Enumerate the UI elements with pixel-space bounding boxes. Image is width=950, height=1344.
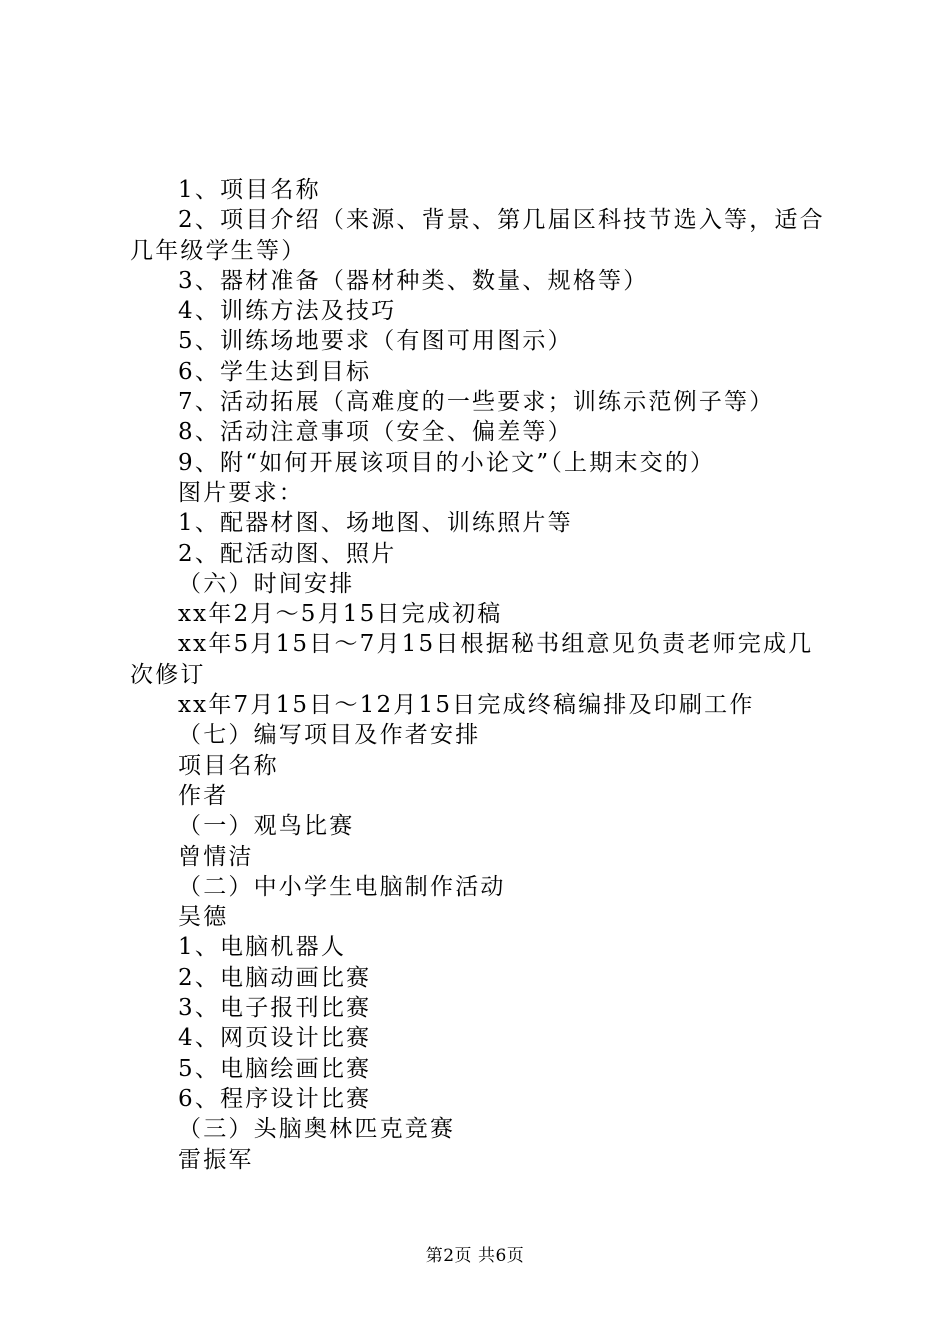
label-project-name: 项目名称 [178, 752, 279, 779]
project-bird-watching: （一）观鸟比赛 [178, 813, 355, 840]
line-image-requirement-2: 2、配活动图、照片 [178, 540, 397, 567]
line-precautions: 8、活动注意事项（安全、偏差等） [178, 419, 573, 446]
line-image-requirements-heading: 图片要求： [178, 479, 304, 506]
sub-item-painting: 5、电脑绘画比赛 [178, 1055, 372, 1082]
sub-item-robot: 1、电脑机器人 [178, 934, 347, 961]
line-student-goals: 6、学生达到目标 [178, 358, 372, 385]
line-venue-requirements: 5、训练场地要求（有图可用图示） [178, 328, 573, 355]
sub-item-web-design: 4、网页设计比赛 [178, 1025, 372, 1052]
line-appendix-paper: 9、附“如何开展该项目的小论文”（上期末交的） [178, 449, 716, 476]
project-odyssey-of-mind: （三）头脑奥林匹克竞赛 [178, 1116, 456, 1143]
sub-item-animation: 2、电脑动画比赛 [178, 964, 372, 991]
document-body [130, 175, 830, 1175]
sub-item-programming: 6、程序设计比赛 [178, 1085, 372, 1112]
section-heading-schedule: （六）时间安排 [178, 570, 355, 597]
schedule-item-3: xx年7月15日～12月15日完成终稿编排及印刷工作 [178, 692, 755, 719]
schedule-item-2: xx年5月15日～7月15日根据秘书组意见负责老师完成几次修订 [130, 631, 814, 688]
line-equipment: 3、器材准备（器材种类、数量、规格等） [178, 267, 649, 294]
author-odyssey-of-mind: 雷振军 [178, 1146, 254, 1173]
line-training-methods: 4、训练方法及技巧 [178, 298, 397, 325]
schedule-item-1: xx年2月～5月15日完成初稿 [178, 601, 503, 628]
page-number-label: 第2页 共6页 [425, 1246, 525, 1266]
sub-item-e-newspaper: 3、电子报刊比赛 [178, 995, 372, 1022]
line-image-requirement-1: 1、配器材图、场地图、训练照片等 [178, 510, 573, 537]
line-item-intro: 2、项目介绍（来源、背景、第几届区科技节选入等，适合几年级学生等） [130, 207, 825, 264]
project-computer-making: （二）中小学生电脑制作活动 [178, 873, 506, 900]
line-activity-extension: 7、活动拓展（高难度的一些要求；训练示范例子等） [178, 389, 775, 416]
author-computer-making: 吴德 [178, 904, 229, 931]
page-footer [0, 1241, 950, 1266]
line-item-name: 1、项目名称 [178, 177, 321, 203]
section-heading-authors: （七）编写项目及作者安排 [178, 722, 481, 749]
label-author: 作者 [178, 782, 229, 809]
author-bird-watching: 曾情洁 [178, 843, 254, 870]
